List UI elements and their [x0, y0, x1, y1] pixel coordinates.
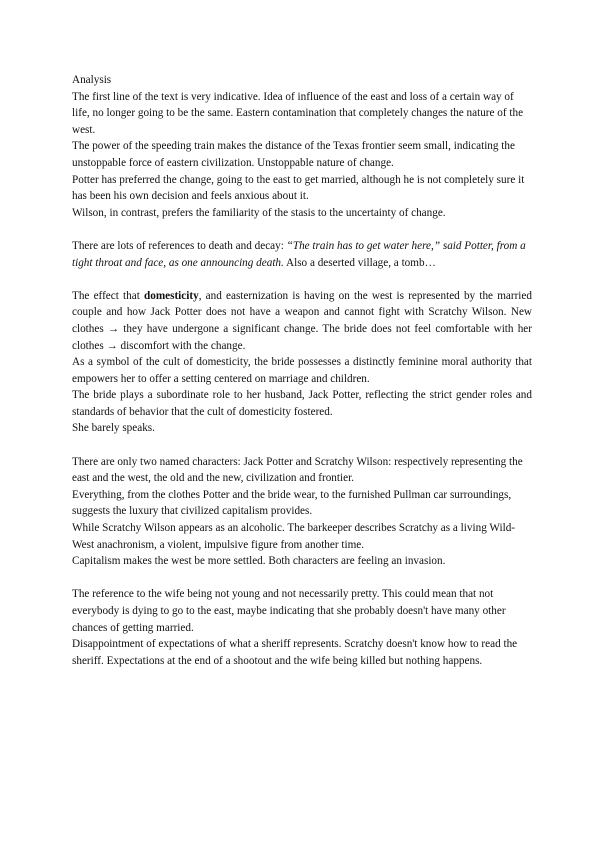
text-line [72, 238, 532, 271]
text-line: Potter has preferred the change, going to the east to get married, although he is not completely sure it has been his own decision and feels anxious about it. [72, 173, 525, 203]
text-line: Everything, from the clothes Potter and the bride wear, to the furnished Pullman car surroundings, suggests the luxury that civilized capitalism provides. [72, 488, 512, 518]
text-line: As a symbol of the cult of domesticity, the bride possesses a distinctly feminine moral authority that empowers her to offer a setting centered on marriage and children. [72, 356, 532, 385]
domesticity-before: The effect that [72, 289, 144, 302]
paragraph-east-influence [72, 89, 532, 222]
paragraph-domesticity [72, 288, 532, 437]
paragraph-wife-sheriff [72, 586, 532, 669]
page-heading: Analysis [72, 74, 112, 86]
train-quote: “The train has to get water here,” said Potter, from a tight throat and face, as one announcing death. [72, 239, 526, 269]
death-outro: Also a deserted village, a tomb… [283, 256, 436, 269]
paragraph-death-decay [72, 238, 532, 271]
domesticity-term: domesticity [144, 289, 199, 302]
text-line: The first line of the text is very indicative. Idea of influence of the east and loss of a certain way of life, no longer going to be the same. Eastern contamination that completely changes the nature of the west. [72, 90, 524, 136]
paragraph-characters [72, 454, 532, 570]
text-line: There are only two named characters: Jack Potter and Scratchy Wilson: respectively representing the east and the west, the old and the new, civilization and frontier. [72, 455, 523, 485]
text-line: She barely speaks. [72, 422, 155, 435]
text-line: While Scratchy Wilson appears as an alcoholic. The barkeeper describes Scratchy as a living Wild-West anachronism, a violent, impulsive figure from another time. [72, 522, 516, 551]
text-line: The reference to the wife being not young and not necessarily pretty. This could mean that not everybody is dying to go to the east, maybe indicating that she probably doesn't have many other chances of getting married. [72, 588, 506, 634]
text-line: Disappointment of expectations of what a sheriff represents. Scratchy doesn't know how to read the sheriff. Expectations at the end of a shootout and the wife being killed but nothing happens. [72, 638, 518, 667]
text-line: The bride plays a subordinate role to her husband, Jack Potter, reflecting the strict gender roles and standards of behavior that the cult of domesticity fostered. [72, 389, 532, 418]
paragraph-spacer [72, 271, 532, 288]
text-line: Wilson, in contrast, prefers the familiarity of the stasis to the uncertainty of change. [72, 206, 446, 219]
text-line: The power of the speeding train makes the distance of the Texas frontier seem small, indicating the unstoppable force of eastern civilization. Unstoppable nature of change. [72, 140, 515, 169]
text-line [72, 288, 532, 354]
paragraph-spacer [72, 570, 532, 587]
text-line: Capitalism makes the west be more settled. Both characters are feeling an invasion. [72, 555, 446, 568]
death-intro: There are lots of references to death and decay: [72, 239, 287, 252]
domesticity-after: , and easternization is having on the west is represented by the married couple and how Jack Potter does not have a weapon and cannot fight with Scratchy Wilson. New clothes → they have undergone a significant change. The bride does not feel comfortable with her clothes → discomfort with the change. [72, 289, 532, 352]
document-body [72, 72, 532, 669]
paragraph-spacer [72, 221, 532, 238]
paragraph-spacer [72, 437, 532, 454]
